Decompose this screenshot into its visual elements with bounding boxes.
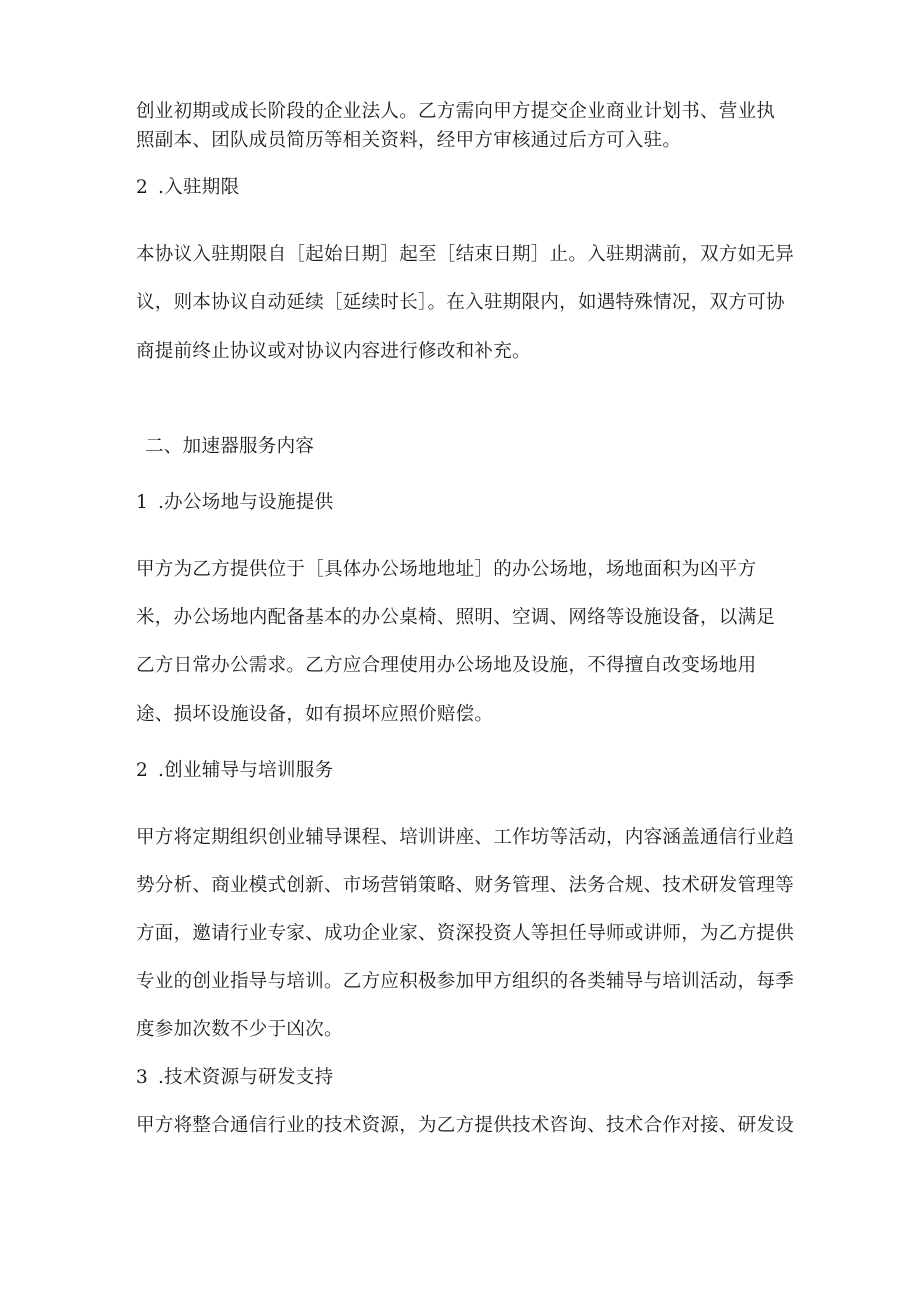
intro-line-2: 照副本、团队成员简历等相关资料，经甲方审核通过后方可入驻。	[136, 130, 682, 151]
tech-para-line-1: 甲方将整合通信行业的技术资源，为乙方提供技术咨询、技术合作对接、研发设	[136, 1115, 795, 1136]
training-para-line-5: 度参加次数不少于凶次。	[136, 1019, 343, 1040]
office-para-line-4: 途、损坏设施设备，如有损坏应照价赔偿。	[136, 704, 494, 725]
office-para-line-2: 米，办公场地内配备基本的办公桌椅、照明、空调、网络等设施设备，以满足	[136, 607, 776, 628]
section2-item2-heading	[136, 759, 333, 783]
item-title: .办公场地与设施提供	[158, 492, 334, 513]
item-title: .技术资源与研发支持	[158, 1067, 334, 1088]
section2-heading: 二、加速器服务内容	[145, 436, 315, 457]
section1-item2-heading	[136, 176, 239, 200]
section2-item1-heading	[136, 491, 333, 515]
training-para-line-1: 甲方将定期组织创业辅导课程、培训讲座、工作坊等活动，内容涵盖通信行业趋	[136, 827, 795, 848]
training-para-line-3: 方面，邀请行业专家、成功企业家、资深投资人等担任导师或讲师，为乙方提供	[136, 923, 795, 944]
section2-item3-heading	[136, 1066, 333, 1090]
office-para-line-3: 乙方日常办公需求。乙方应合理使用办公场地及设施，不得擅自改变场地用	[136, 655, 757, 676]
training-para-line-2: 势分析、商业模式创新、市场营销策略、财务管理、法务合规、技术研发管理等	[136, 875, 795, 896]
item-number: 2	[136, 177, 149, 198]
item-title: .创业辅导与培训服务	[158, 760, 334, 781]
item-number: 1	[136, 492, 149, 513]
intro-line-1: 创业初期或成长阶段的企业法人。乙方需向甲方提交企业商业计划书、营业执	[136, 101, 776, 122]
item-title: .入驻期限	[158, 177, 240, 198]
term-para-line-2: 议，则本协议自动延续［延续时长］。在入驻期限内，如遇特殊情况，双方可协	[136, 292, 785, 313]
term-para-line-3: 商提前终止协议或对协议内容进行修改和补充。	[136, 341, 531, 362]
item-number: 3	[136, 1067, 149, 1088]
item-number: 2	[136, 760, 149, 781]
term-para-line-1: 本协议入驻期限自［起始日期］起至［结束日期］止。入驻期满前，双方如无异	[136, 244, 795, 265]
office-para-line-1: 甲方为乙方提供位于［具体办公场地地址］的办公场地，场地面积为凶平方	[136, 559, 757, 580]
training-para-line-4: 专业的创业指导与培训。乙方应积极参加甲方组织的各类辅导与培训活动，每季	[136, 971, 795, 992]
